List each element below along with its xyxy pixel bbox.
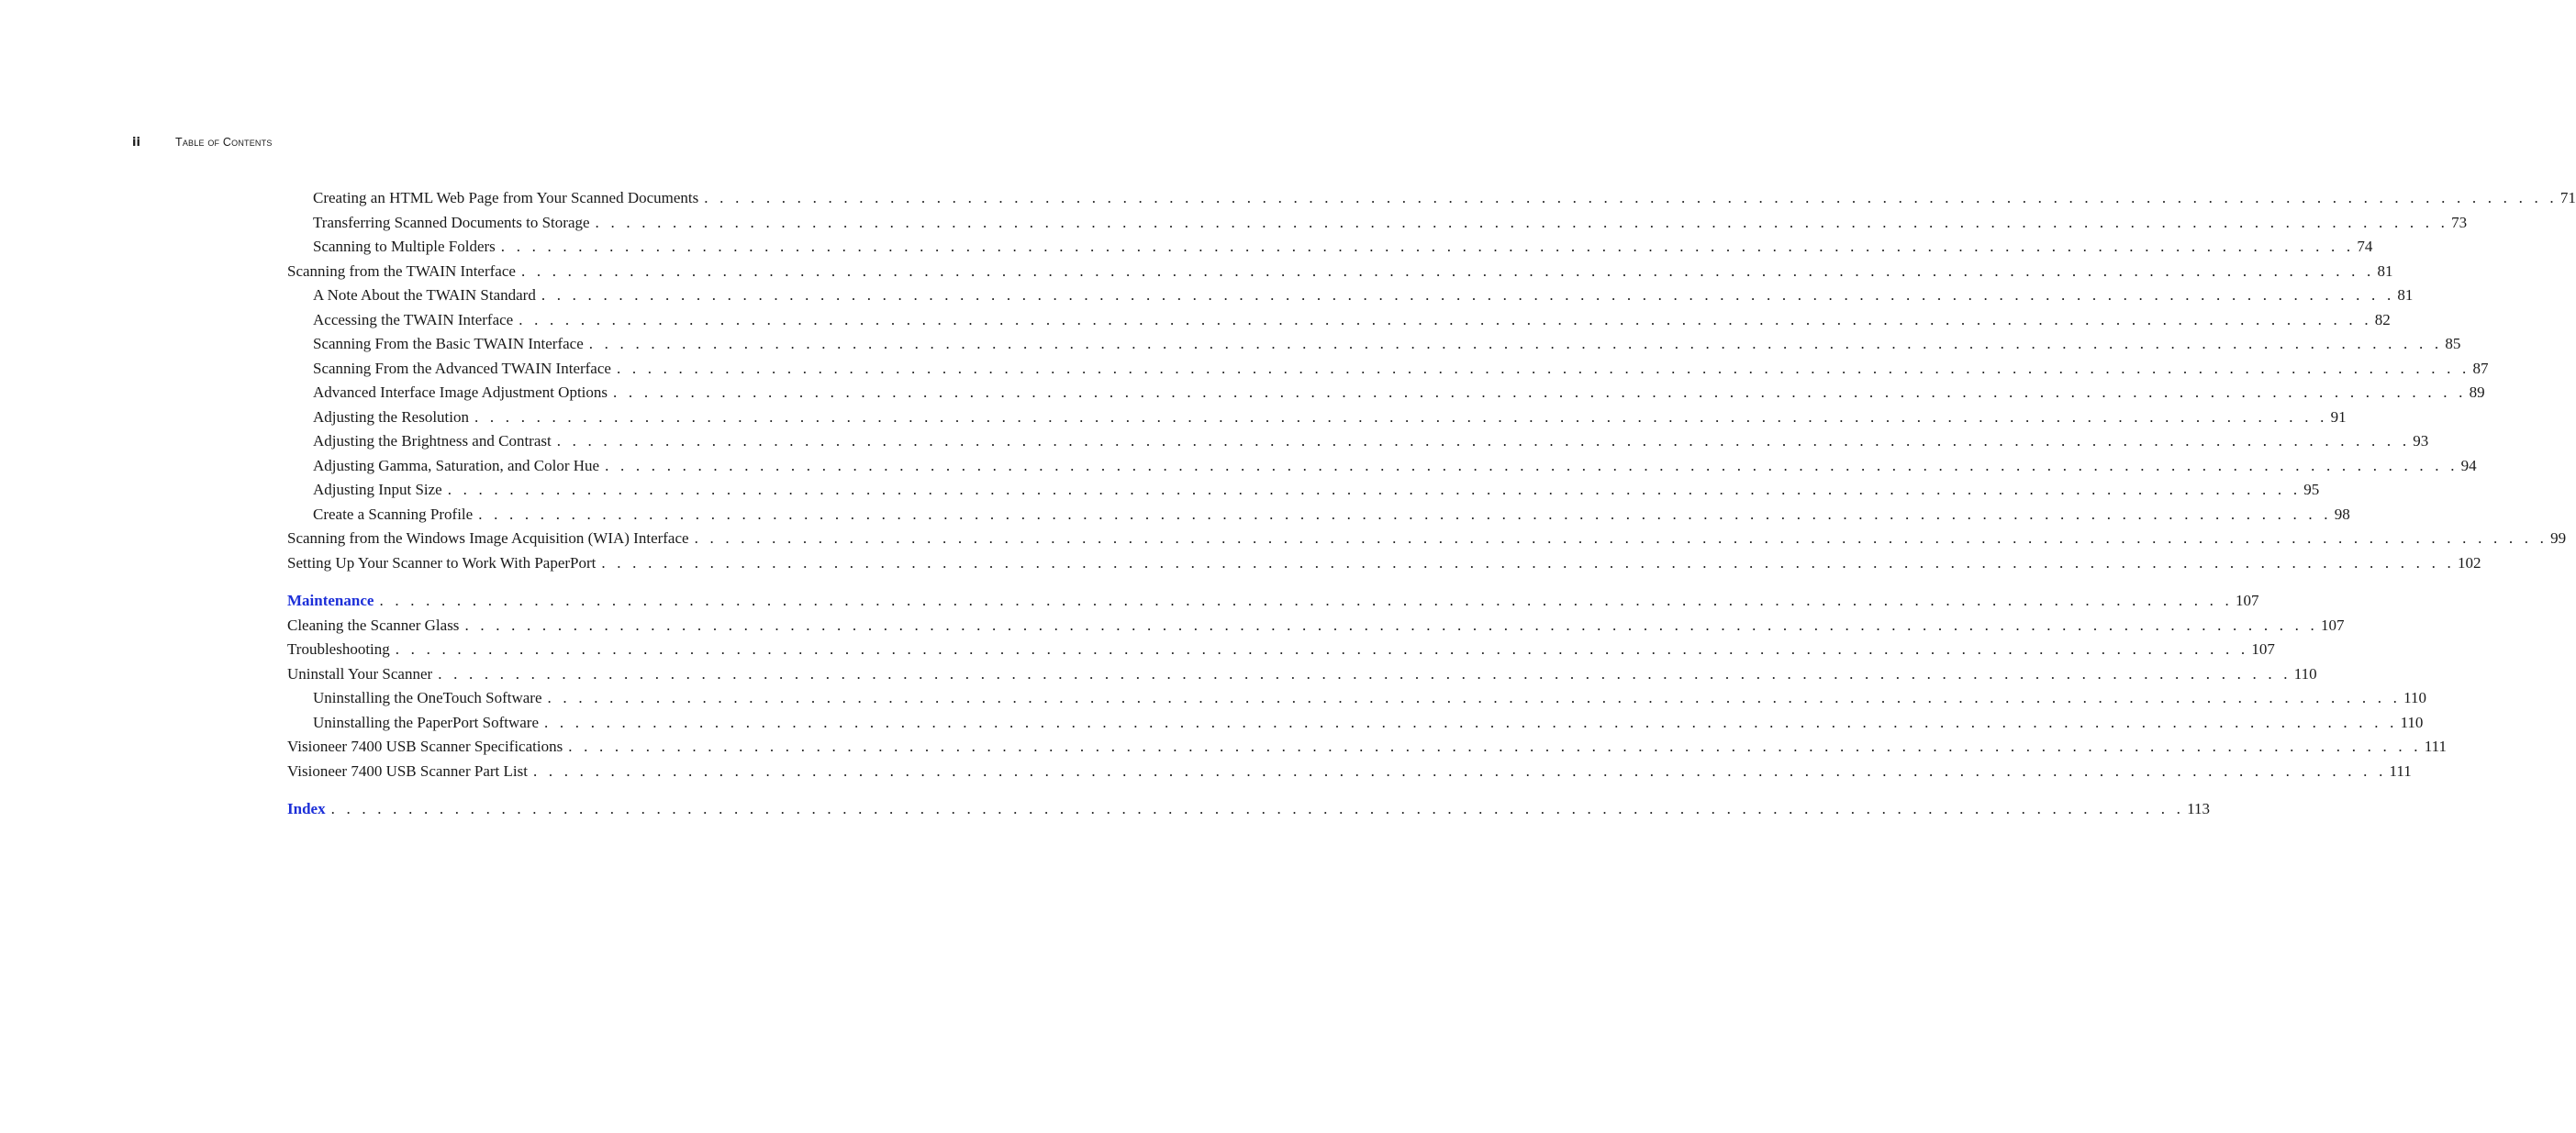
toc-entry[interactable] <box>287 456 2477 482</box>
toc-entry[interactable] <box>287 189 2576 214</box>
dot-leader: . . . . . . . . . . . . . . . . . . . . . . . . . . . . . . . . . . . . . . . . . . . . . . . . . . . . . . . . . . . . . . . . . . . . . . . . . . . . . . . . . . . . . . . . . . . . . . . . . . . . . . . . . . . . . . . . . . . . . . . . <box>532 761 2387 780</box>
toc-entry-page: 102 <box>2457 553 2481 572</box>
toc-entry-label: Accessing the TWAIN Interface <box>313 310 514 328</box>
dot-leader: . . . . . . . . . . . . . . . . . . . . . . . . . . . . . . . . . . . . . . . . . . . . . . . . . . . . . . . . . . . . . . . . . . . . . . . . . . . . . . . . . . . . . . . . . . . . . . . . . . . . . . . . . . . . . . . . . . . . . . . . <box>601 553 2455 572</box>
dot-leader: . . . . . . . . . . . . . . . . . . . . . . . . . . . . . . . . . . . . . . . . . . . . . . . . . . . . . . . . . . . . . . . . . . . . . . . . . . . . . . . . . . . . . . . . . . . . . . . . . . . . . . . . . . . . . . . . . . . . . . . . <box>694 529 2548 547</box>
toc-entry-page: 98 <box>2334 505 2350 523</box>
dot-leader: . . . . . . . . . . . . . . . . . . . . . . . . . . . . . . . . . . . . . . . . . . . . . . . . . . . . . . . . . . . . . . . . . . . . . . . . . . . . . . . . . . . . . . . . . . . . . . . . . . . . . . . . . . . . . . . . . . . . . . . . <box>520 261 2375 280</box>
dot-leader: . . . . . . . . . . . . . . . . . . . . . . . . . . . . . . . . . . . . . . . . . . . . . . . . . . . . . . . . . . . . . . . . . . . . . . . . . . . . . . . . . . . . . . . . . . . . . . . . . . . . . . . . . . . . . . . . . . . . . . . . <box>447 481 2302 498</box>
dot-leader: . . . . . . . . . . . . . . . . . . . . . . . . . . . . . . . . . . . . . . . . . . . . . . . . . . . . . . . . . . . . . . . . . . . . . . . . . . . . . . . . . . . . . . . . . . . . . . . . . . . . . . . . . . . . . . . . . . . . . . . . <box>519 310 2372 328</box>
toc-entry-label: Setting Up Your Scanner to Work With PaperPort <box>287 553 597 572</box>
dot-leader: . . . . . . . . . . . . . . . . . . . . . . . . . . . . . . . . . . . . . . . . . . . . . . . . . . . . . . . . . . . . . . . . . . . . . . . . . . . . . . . . . . . . . . . . . . . . . . . . . . . . . . . . . . . . . . . . . . . . . . . . <box>547 689 2402 706</box>
toc-entry-page: 107 <box>2236 592 2259 609</box>
toc-entry-page: 110 <box>2403 689 2426 706</box>
toc-entry[interactable] <box>287 689 2426 714</box>
toc-entry-label: Advanced Interface Image Adjustment Options <box>313 383 608 401</box>
toc-entry-label: Scanning to Multiple Folders <box>313 238 496 255</box>
toc-entry-page: 85 <box>2445 335 2461 352</box>
toc-entry[interactable] <box>287 761 2412 787</box>
toc-entry-page: 107 <box>2251 640 2275 658</box>
toc-entry-label: Adjusting the Resolution <box>313 407 469 426</box>
toc-entry-page: 111 <box>2424 738 2448 755</box>
toc-entry-page: 107 <box>2321 616 2345 634</box>
toc-entry[interactable] <box>287 407 2347 433</box>
toc-entry-label: Uninstalling the OneTouch Software <box>313 689 542 706</box>
dot-leader: . . . . . . . . . . . . . . . . . . . . . . . . . . . . . . . . . . . . . . . . . . . . . . . . . . . . . . . . . . . . . . . . . . . . . . . . . . . . . . . . . . . . . . . . . . . . . . . . . . . . . . . . . . . . . . . . . . . . . . . . <box>616 359 2470 377</box>
toc-entry[interactable] <box>287 713 2424 739</box>
toc-entry[interactable] <box>287 310 2391 336</box>
toc-entry[interactable] <box>287 553 2481 579</box>
dot-leader: . . . . . . . . . . . . . . . . . . . . . . . . . . . . . . . . . . . . . . . . . . . . . . . . . . . . . . . . . . . . . . . . . . . . . . . . . . . . . . . . . . . . . . . . . . . . . . . . . . . . . . . . . . . . . . . . . . . . . . . . <box>568 738 2422 755</box>
toc-entry[interactable] <box>287 529 2567 554</box>
toc-chapter-entry[interactable] <box>287 800 2211 825</box>
toc-entry[interactable] <box>287 335 2461 360</box>
dot-leader: . . . . . . . . . . . . . . . . . . . . . . . . . . . . . . . . . . . . . . . . . . . . . . . . . . . . . . . . . . . . . . . . . . . . . . . . . . . . . . . . . . . . . . . . . . . . . . . . . . . . . . . . . . . . . . . . . . . . . . . . <box>613 383 2467 401</box>
toc-entry[interactable] <box>287 286 2414 311</box>
toc-entry-label: Create a Scanning Profile <box>313 505 474 523</box>
toc-chapter-entry[interactable] <box>287 592 2259 616</box>
toc-entry-page: 110 <box>2400 713 2424 731</box>
toc-entry[interactable] <box>287 640 2275 665</box>
toc-entry-label: Creating an HTML Web Page from Your Scanned Documents <box>313 189 699 206</box>
dot-leader: . . . . . . . . . . . . . . . . . . . . . . . . . . . . . . . . . . . . . . . . . . . . . . . . . . . . . . . . . . . . . . . . . . . . . . . . . . . . . . . . . . . . . . . . . . . . . . . . . . . . . . . . . . . . . . . . . . . . . . . . <box>395 640 2249 658</box>
dot-leader: . . . . . . . . . . . . . . . . . . . . . . . . . . . . . . . . . . . . . . . . . . . . . . . . . . . . . . . . . . . . . . . . . . . . . . . . . . . . . . . . . . . . . . . . . . . . . . . . . . . . . . . . . . . . . . . . . . . . . . . . <box>588 335 2443 352</box>
toc-entry-page: 93 <box>2413 432 2429 450</box>
toc-entry-label: A Note About the TWAIN Standard <box>313 286 536 304</box>
dot-leader: . . . . . . . . . . . . . . . . . . . . . . . . . . . . . . . . . . . . . . . . . . . . . . . . . . . . . . . . . . . . . . . . . . . . . . . . . . . . . . . . . . . . . . . . . . . . . . . . . . . . . . . . . . . . . . . . . . . . . . . . <box>474 407 2328 426</box>
dot-leader: . . . . . . . . . . . . . . . . . . . . . . . . . . . . . . . . . . . . . . . . . . . . . . . . . . . . . . . . . . . . . . . . . . . . . . . . . . . . . . . . . . . . . . . . . . . . . . . . . . . . . . . . . . . . . . . . . . . . . . . . <box>704 189 2558 206</box>
toc-entry-label: Scanning from the Windows Image Acquisition (WIA) Interface <box>287 529 689 547</box>
dot-leader: . . . . . . . . . . . . . . . . . . . . . . . . . . . . . . . . . . . . . . . . . . . . . . . . . . . . . . . . . . . . . . . . . . . . . . . . . . . . . . . . . . . . . . . . . . . . . . . . . . . . . . . . . . . . . . . . . . . . . . . . <box>544 713 2398 731</box>
toc-entry[interactable] <box>287 383 2485 408</box>
toc-entry-label: Troubleshooting <box>287 640 390 658</box>
toc-entry[interactable] <box>287 359 2489 384</box>
toc-entry[interactable] <box>287 664 2317 690</box>
dot-leader: . . . . . . . . . . . . . . . . . . . . . . . . . . . . . . . . . . . . . . . . . . . . . . . . . . . . . . . . . . . . . . . . . . . . . . . . . . . . . . . . . . . . . . . . . . . . . . . . . . . . . . . . . . . . . . . . . . . . . . . . <box>595 213 2449 231</box>
toc-entry-label: Uninstall Your Scanner <box>287 664 433 683</box>
dot-leader: . . . . . . . . . . . . . . . . . . . . . . . . . . . . . . . . . . . . . . . . . . . . . . . . . . . . . . . . . . . . . . . . . . . . . . . . . . . . . . . . . . . . . . . . . . . . . . . . . . . . . . . . . . . . . . . . . . . . . . . . <box>464 616 2318 634</box>
toc-entry-label[interactable]: Index <box>287 800 326 817</box>
toc-entry-page: 95 <box>2303 481 2320 498</box>
dot-leader: . . . . . . . . . . . . . . . . . . . . . . . . . . . . . . . . . . . . . . . . . . . . . . . . . . . . . . . . . . . . . . . . . . . . . . . . . . . . . . . . . . . . . . . . . . . . . . . . . . . . . . . . . . . . . . . . . . . . . . . . <box>541 286 2395 304</box>
dot-leader: . . . . . . . . . . . . . . . . . . . . . . . . . . . . . . . . . . . . . . . . . . . . . . . . . . . . . . . . . . . . . . . . . . . . . . . . . . . . . . . . . . . . . . . . . . . . . . . . . . . . . . . . . . . . . . . . . . . . . . . . <box>379 592 2233 609</box>
toc-entry-page: 73 <box>2451 213 2468 231</box>
toc-entry-page: 81 <box>2377 261 2393 280</box>
toc-entry[interactable] <box>287 505 2350 530</box>
dot-leader: . . . . . . . . . . . . . . . . . . . . . . . . . . . . . . . . . . . . . . . . . . . . . . . . . . . . . . . . . . . . . . . . . . . . . . . . . . . . . . . . . . . . . . . . . . . . . . . . . . . . . . . . . . . . . . . . . . . . . . . . <box>330 800 2185 817</box>
toc-entry[interactable] <box>287 481 2320 505</box>
toc-entry-page: 110 <box>2293 664 2317 683</box>
toc-entry-label: Adjusting the Brightness and Contrast <box>313 432 552 450</box>
toc-entry[interactable] <box>287 238 2373 262</box>
toc-entry-page: 89 <box>2469 383 2485 401</box>
toc-entry-page: 74 <box>2357 238 2373 255</box>
toc-entry-page: 91 <box>2330 407 2347 426</box>
toc-entry-label: Cleaning the Scanner Glass <box>287 616 460 634</box>
running-title: Table of Contents <box>175 136 273 149</box>
toc-entry-label[interactable]: Maintenance <box>287 592 374 609</box>
toc-entry-label: Visioneer 7400 USB Scanner Specifications <box>287 738 563 755</box>
table-of-contents <box>287 189 2576 825</box>
toc-entry-label: Adjusting Input Size <box>313 481 442 498</box>
toc-entry-label: Scanning from the TWAIN Interface <box>287 261 516 280</box>
toc-entry[interactable] <box>287 432 2429 457</box>
dot-leader: . . . . . . . . . . . . . . . . . . . . . . . . . . . . . . . . . . . . . . . . . . . . . . . . . . . . . . . . . . . . . . . . . . . . . . . . . . . . . . . . . . . . . . . . . . . . . . . . . . . . . . . . . . . . . . . . . . . . . . . . <box>478 505 2332 523</box>
toc-entry-page: 113 <box>2187 800 2211 817</box>
toc-entry[interactable] <box>287 261 2393 287</box>
toc-entry-page: 82 <box>2374 310 2391 328</box>
dot-leader: . . . . . . . . . . . . . . . . . . . . . . . . . . . . . . . . . . . . . . . . . . . . . . . . . . . . . . . . . . . . . . . . . . . . . . . . . . . . . . . . . . . . . . . . . . . . . . . . . . . . . . . . . . . . . . . . . . . . . . . . <box>556 432 2411 450</box>
toc-entry-label: Transferring Scanned Documents to Storage <box>313 213 590 231</box>
toc-entry[interactable] <box>287 213 2468 239</box>
toc-entry[interactable] <box>287 616 2345 641</box>
toc-entry-label: Uninstalling the PaperPort Software <box>313 713 539 731</box>
toc-entry-page: 111 <box>2389 761 2412 780</box>
toc-entry-page: 94 <box>2460 456 2477 474</box>
toc-entry-page: 71 <box>2559 189 2576 206</box>
dot-leader: . . . . . . . . . . . . . . . . . . . . . . . . . . . . . . . . . . . . . . . . . . . . . . . . . . . . . . . . . . . . . . . . . . . . . . . . . . . . . . . . . . . . . . . . . . . . . . . . . . . . . . . . . . . . . . . . . . . . . . . . <box>605 456 2459 474</box>
running-header <box>132 136 273 150</box>
dot-leader: . . . . . . . . . . . . . . . . . . . . . . . . . . . . . . . . . . . . . . . . . . . . . . . . . . . . . . . . . . . . . . . . . . . . . . . . . . . . . . . . . . . . . . . . . . . . . . . . . . . . . . . . . . . . . . . . . . . . . . . . <box>438 664 2292 683</box>
page-number: ii <box>132 136 140 150</box>
toc-entry-label: Scanning From the Advanced TWAIN Interface <box>313 359 611 377</box>
toc-entry-label: Adjusting Gamma, Saturation, and Color Hue <box>313 456 600 474</box>
toc-entry-page: 81 <box>2397 286 2414 304</box>
toc-entry-label: Visioneer 7400 USB Scanner Part List <box>287 761 528 780</box>
dot-leader: . . . . . . . . . . . . . . . . . . . . . . . . . . . . . . . . . . . . . . . . . . . . . . . . . . . . . . . . . . . . . . . . . . . . . . . . . . . . . . . . . . . . . . . . . . . . . . . . . . . . . . . . . . . . . . . . . . . . . . . . <box>500 238 2355 255</box>
toc-entry-label: Scanning From the Basic TWAIN Interface <box>313 335 584 352</box>
toc-entry-page: 99 <box>2550 529 2567 547</box>
toc-entry-page: 87 <box>2472 359 2489 377</box>
toc-entry[interactable] <box>287 738 2448 762</box>
